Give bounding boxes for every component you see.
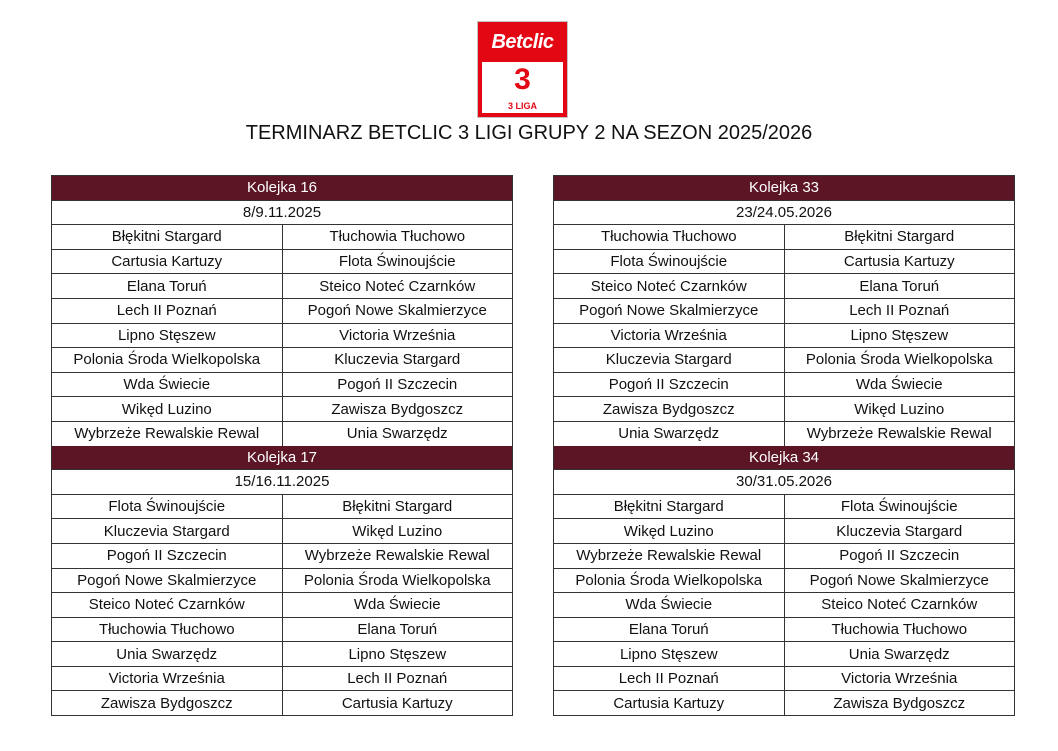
away-team: Flota Świnoujście — [282, 249, 512, 274]
away-team: Victoria Września — [784, 666, 1014, 691]
round-33-section — [554, 176, 1014, 446]
home-team: Lipno Stęszew — [52, 323, 282, 348]
match-row — [554, 593, 1014, 618]
away-team: Kluczevia Stargard — [784, 519, 1014, 544]
match-row — [52, 274, 512, 299]
match-row — [554, 617, 1014, 642]
match-row — [554, 519, 1014, 544]
away-team: Polonia Środa Wielkopolska — [282, 568, 512, 593]
match-row — [554, 666, 1014, 691]
away-team: Lech II Poznań — [282, 666, 512, 691]
away-team: Zawisza Bydgoszcz — [282, 397, 512, 422]
match-row — [52, 323, 512, 348]
match-row — [52, 666, 512, 691]
away-team: Steico Noteć Czarnków — [784, 593, 1014, 618]
match-row — [52, 225, 512, 250]
away-team: Polonia Środa Wielkopolska — [784, 348, 1014, 373]
match-row — [52, 372, 512, 397]
away-team: Zawisza Bydgoszcz — [784, 691, 1014, 715]
round-date-row — [52, 200, 512, 225]
round-date-row — [554, 470, 1014, 495]
match-row — [554, 691, 1014, 715]
match-row — [554, 642, 1014, 667]
logo-panel — [482, 62, 563, 113]
home-team: Kluczevia Stargard — [52, 519, 282, 544]
away-team: Elana Toruń — [282, 617, 512, 642]
home-team: Lech II Poznań — [554, 666, 784, 691]
home-team: Flota Świnoujście — [554, 249, 784, 274]
away-team: Victoria Września — [282, 323, 512, 348]
round-label: Kolejka 17 — [52, 446, 512, 470]
home-team: Polonia Środa Wielkopolska — [554, 568, 784, 593]
match-row — [52, 691, 512, 715]
home-team: Wybrzeże Rewalskie Rewal — [52, 421, 282, 445]
home-team: Cartusia Kartuzy — [52, 249, 282, 274]
home-team: Zawisza Bydgoszcz — [52, 691, 282, 715]
home-team: Wda Świecie — [52, 372, 282, 397]
away-team: Lipno Stęszew — [282, 642, 512, 667]
home-team: Wybrzeże Rewalskie Rewal — [554, 543, 784, 568]
home-team: Tłuchowia Tłuchowo — [52, 617, 282, 642]
home-team: Unia Swarzędz — [52, 642, 282, 667]
home-team: Tłuchowia Tłuchowo — [554, 225, 784, 250]
round-label: Kolejka 33 — [554, 176, 1014, 200]
away-team: Steico Noteć Czarnków — [282, 274, 512, 299]
left-schedule-table — [51, 175, 513, 716]
away-team: Cartusia Kartuzy — [784, 249, 1014, 274]
match-row — [52, 543, 512, 568]
right-schedule-table — [553, 175, 1015, 716]
away-team: Błękitni Stargard — [282, 494, 512, 519]
round-date-row — [554, 200, 1014, 225]
match-row — [52, 642, 512, 667]
match-row — [554, 298, 1014, 323]
logo-mark: 3 — [514, 63, 531, 96]
match-row — [554, 543, 1014, 568]
match-row — [52, 397, 512, 422]
match-row — [554, 397, 1014, 422]
match-row — [52, 617, 512, 642]
match-row — [554, 568, 1014, 593]
betclic-3-liga-logo — [477, 21, 568, 118]
home-team: Victoria Września — [554, 323, 784, 348]
home-team: Lech II Poznań — [52, 298, 282, 323]
match-row — [52, 298, 512, 323]
home-team: Pogoń Nowe Skalmierzyce — [554, 298, 784, 323]
round-16-section — [52, 176, 512, 446]
logo-subtitle: 3 LIGA — [507, 101, 537, 111]
home-team: Wikęd Luzino — [52, 397, 282, 422]
round-17-section — [52, 446, 512, 716]
round-label: Kolejka 34 — [554, 446, 1014, 470]
away-team: Pogoń Nowe Skalmierzyce — [282, 298, 512, 323]
away-team: Unia Swarzędz — [784, 642, 1014, 667]
round-date: 15/16.11.2025 — [52, 470, 512, 495]
home-team: Flota Świnoujście — [52, 494, 282, 519]
away-team: Tłuchowia Tłuchowo — [784, 617, 1014, 642]
away-team: Wikęd Luzino — [784, 397, 1014, 422]
away-team: Elana Toruń — [784, 274, 1014, 299]
away-team: Lipno Stęszew — [784, 323, 1014, 348]
away-team: Wybrzeże Rewalskie Rewal — [784, 421, 1014, 445]
away-team: Tłuchowia Tłuchowo — [282, 225, 512, 250]
round-date: 23/24.05.2026 — [554, 200, 1014, 225]
home-team: Victoria Września — [52, 666, 282, 691]
away-team: Lech II Poznań — [784, 298, 1014, 323]
home-team: Kluczevia Stargard — [554, 348, 784, 373]
home-team: Wikęd Luzino — [554, 519, 784, 544]
match-row — [554, 249, 1014, 274]
home-team: Pogoń II Szczecin — [554, 372, 784, 397]
away-team: Pogoń Nowe Skalmierzyce — [784, 568, 1014, 593]
away-team: Błękitni Stargard — [784, 225, 1014, 250]
away-team: Wda Świecie — [282, 593, 512, 618]
round-label: Kolejka 16 — [52, 176, 512, 200]
round-date-row — [52, 470, 512, 495]
away-team: Cartusia Kartuzy — [282, 691, 512, 715]
logo-brand-text: Betclic — [491, 31, 554, 53]
round-34-section — [554, 446, 1014, 716]
round-header-row — [52, 446, 512, 470]
match-row — [52, 568, 512, 593]
away-team: Wda Świecie — [784, 372, 1014, 397]
home-team: Pogoń Nowe Skalmierzyce — [52, 568, 282, 593]
match-row — [52, 519, 512, 544]
match-row — [554, 494, 1014, 519]
home-team: Elana Toruń — [554, 617, 784, 642]
home-team: Pogoń II Szczecin — [52, 543, 282, 568]
home-team: Lipno Stęszew — [554, 642, 784, 667]
home-team: Steico Noteć Czarnków — [554, 274, 784, 299]
match-row — [52, 249, 512, 274]
round-date: 8/9.11.2025 — [52, 200, 512, 225]
match-row — [554, 421, 1014, 445]
home-team: Błękitni Stargard — [554, 494, 784, 519]
round-date: 30/31.05.2026 — [554, 470, 1014, 495]
home-team: Błękitni Stargard — [52, 225, 282, 250]
away-team: Wybrzeże Rewalskie Rewal — [282, 543, 512, 568]
home-team: Polonia Środa Wielkopolska — [52, 348, 282, 373]
away-team: Kluczevia Stargard — [282, 348, 512, 373]
match-row — [554, 372, 1014, 397]
match-row — [554, 348, 1014, 373]
away-team: Flota Świnoujście — [784, 494, 1014, 519]
match-row — [554, 225, 1014, 250]
match-row — [554, 274, 1014, 299]
home-team: Unia Swarzędz — [554, 421, 784, 445]
home-team: Wda Świecie — [554, 593, 784, 618]
match-row — [52, 421, 512, 445]
match-row — [52, 593, 512, 618]
round-header-row — [554, 176, 1014, 200]
match-row — [52, 494, 512, 519]
home-team: Cartusia Kartuzy — [554, 691, 784, 715]
home-team: Elana Toruń — [52, 274, 282, 299]
match-row — [52, 348, 512, 373]
round-header-row — [52, 176, 512, 200]
away-team: Pogoń II Szczecin — [282, 372, 512, 397]
away-team: Wikęd Luzino — [282, 519, 512, 544]
away-team: Pogoń II Szczecin — [784, 543, 1014, 568]
page-title: TERMINARZ BETCLIC 3 LIGI GRUPY 2 NA SEZON 2025/2026 — [245, 122, 813, 144]
match-row — [554, 323, 1014, 348]
home-team: Steico Noteć Czarnków — [52, 593, 282, 618]
home-team: Zawisza Bydgoszcz — [554, 397, 784, 422]
round-header-row — [554, 446, 1014, 470]
away-team: Unia Swarzędz — [282, 421, 512, 445]
